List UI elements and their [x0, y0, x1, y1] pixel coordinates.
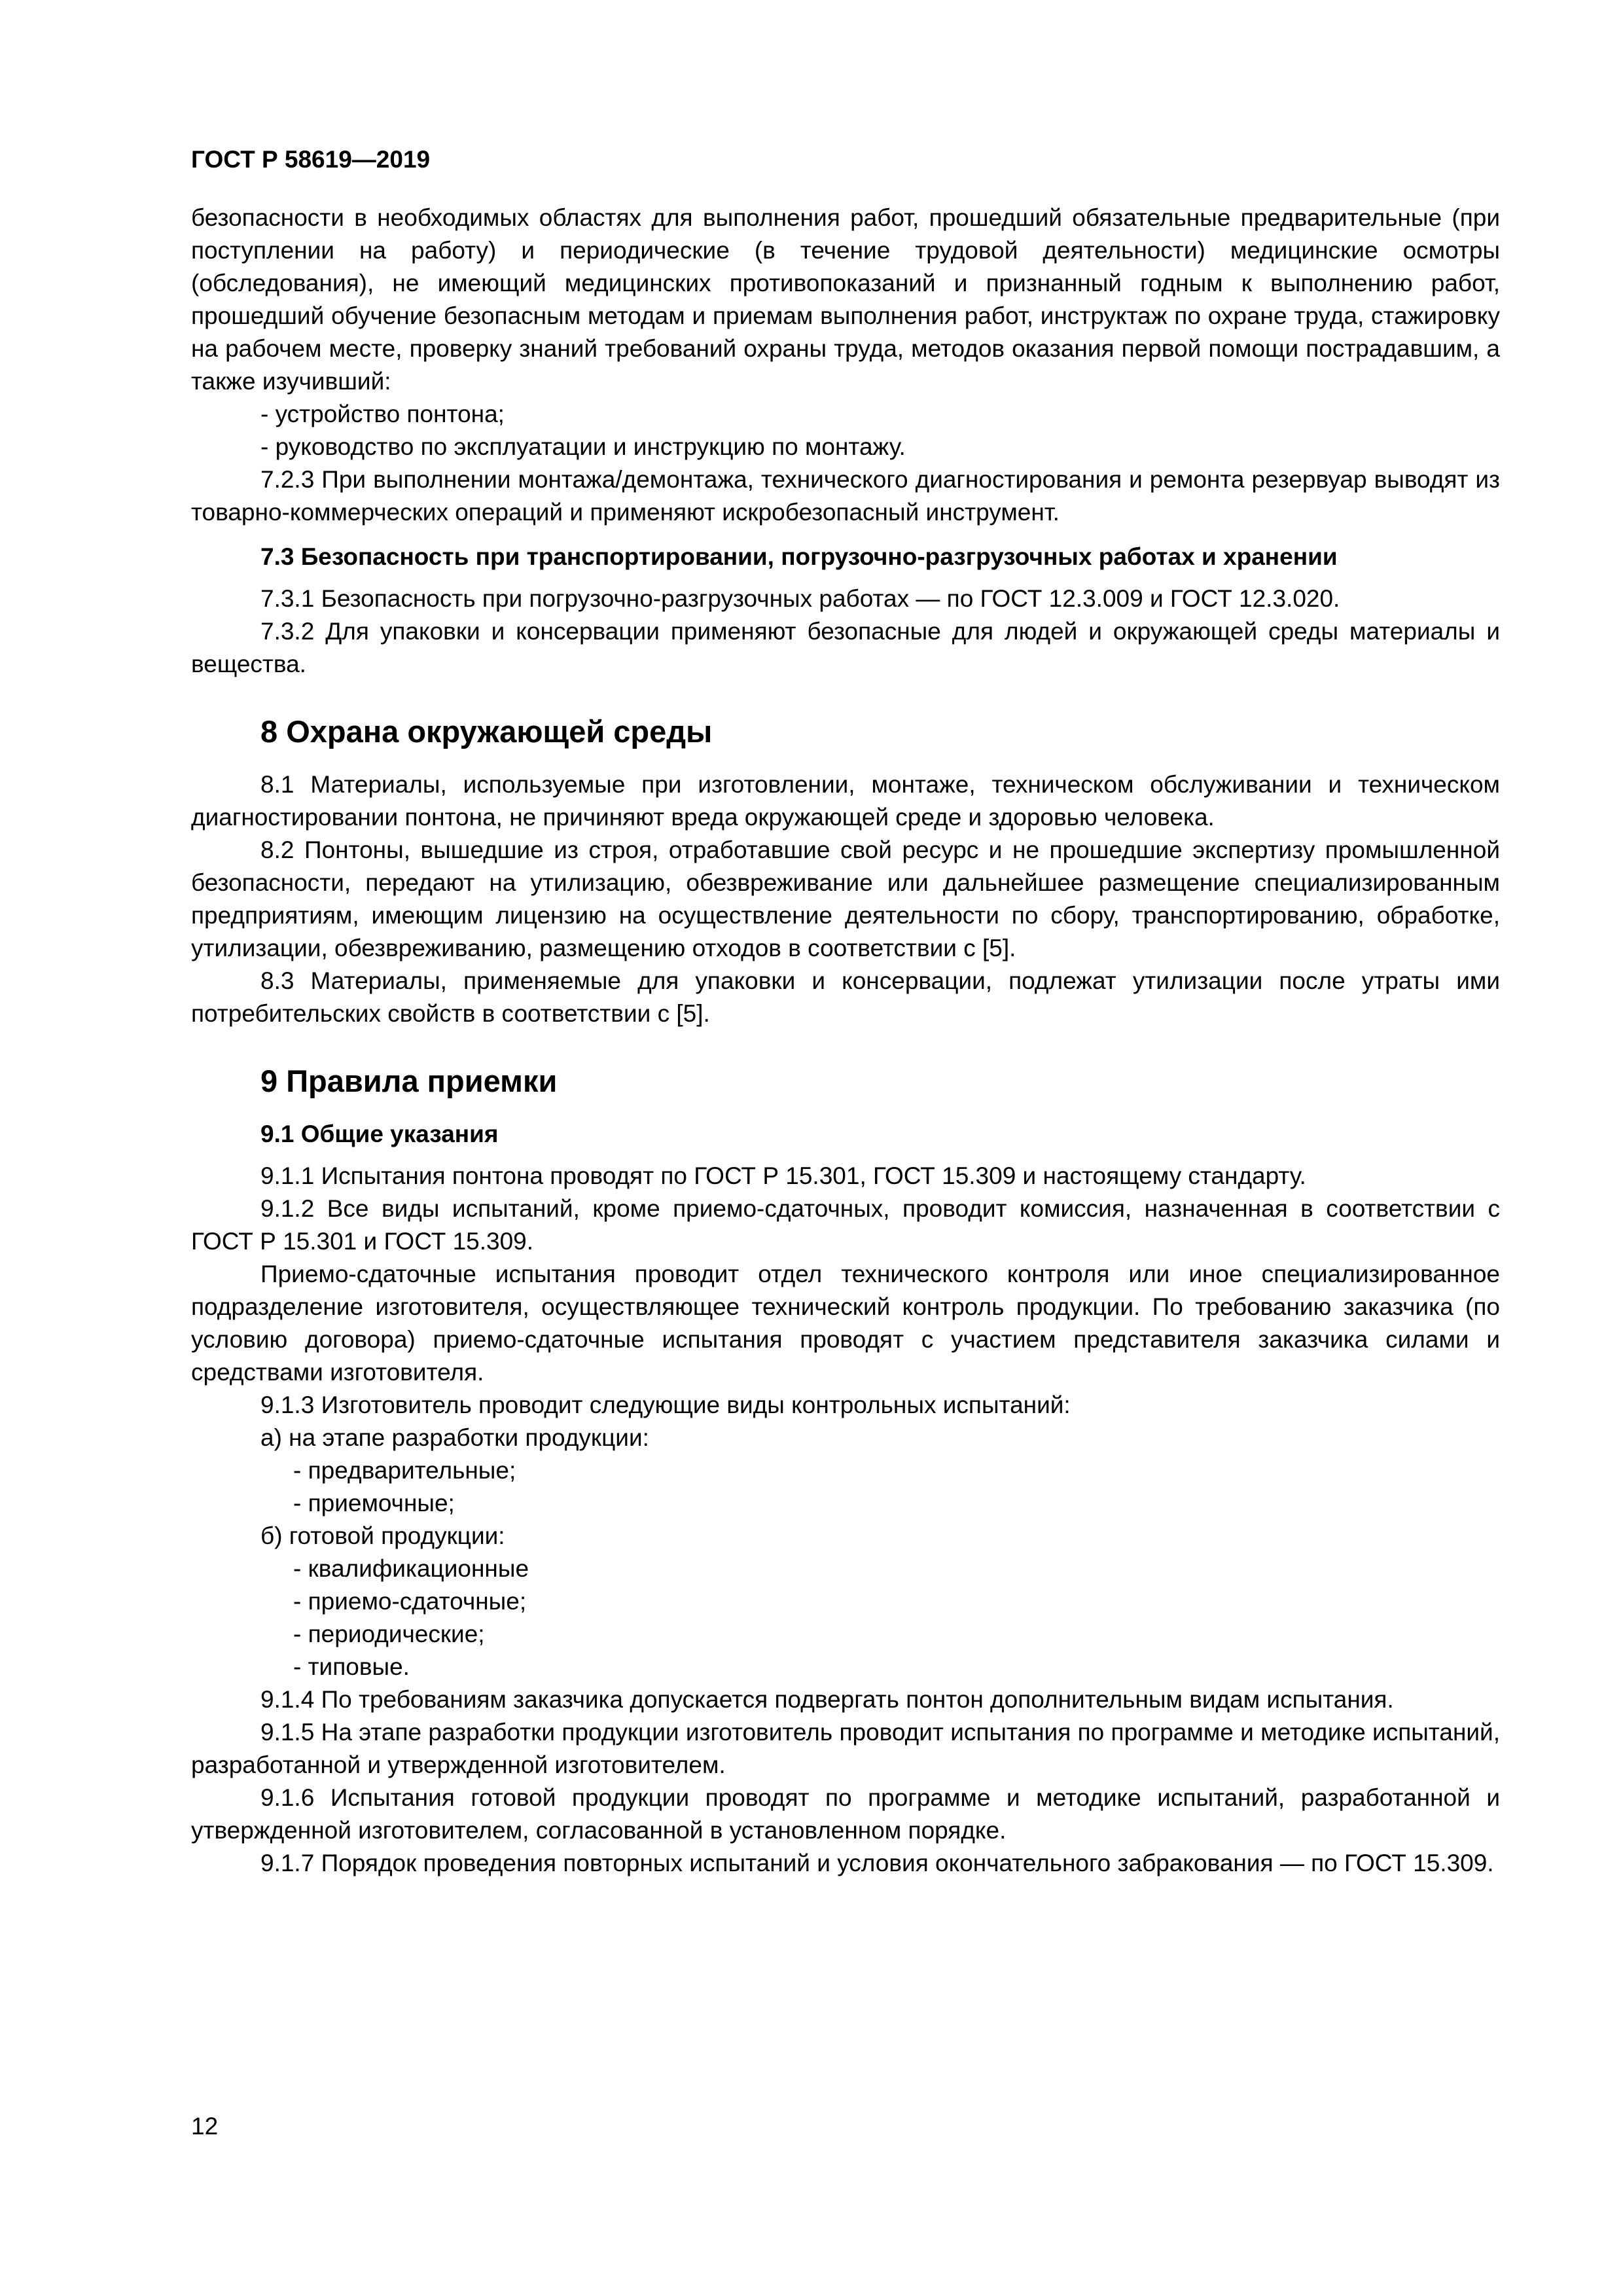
- paragraph-9-1-7: 9.1.7 Порядок проведения повторных испытаний и условия окончательного забракования — по ГОСТ 15.309.: [260, 1850, 1494, 1877]
- paragraph-9-1-2b: Приемо-сдаточные испытания проводит отдел технического контроля или иное специализированное подразделение изготовителя, осуществляющее технический контроль продукции. По требованию заказчика (по условию договора) приемо-сдаточные испытания проводят с участием представителя заказчика силами и средствами изготовителя.: [191, 1261, 1500, 1386]
- paragraph-7-3-2: 7.3.2 Для упаковки и консервации применяют безопасные для людей и окружающей среды материалы и вещества.: [191, 618, 1500, 678]
- paragraph-continuation: безопасности в необходимых областях для выполнения работ, прошедший обязательные предварительные (при поступлении на работу) и периодические (в течение трудовой деятельности) медицинские осмотры (обследования), не имеющий медицинских противопоказаний и признанный годным к выполнению работ, прошедший обучение безопасным методам и приемам выполнения работ, инструктаж по охране труда, стажировку на рабочем месте, проверку знаний требований охраны труда, методов оказания первой помощи пострадавшим, а также изучивший:: [191, 204, 1500, 395]
- paragraph-8-3: 8.3 Материалы, применяемые для упаковки и консервации, подлежат утилизации после утраты ими потребительских свойств в соответствии с [5].: [191, 967, 1500, 1028]
- heading-9-1: 9.1 Общие указания: [260, 1121, 499, 1148]
- list-item: - периодические;: [293, 1621, 485, 1648]
- list-item: - квалификационные: [293, 1555, 529, 1583]
- list-item: - устройство понтона;: [260, 401, 505, 428]
- heading-7-3: 7.3 Безопасность при транспортировании, погрузочно-разгрузочных работах и хранении: [260, 543, 1338, 571]
- list-label-a: а) на этапе разработки продукции:: [260, 1424, 649, 1452]
- document-header: ГОСТ Р 58619—2019: [191, 146, 431, 173]
- list-label-b: б) готовой продукции:: [260, 1522, 505, 1550]
- paragraph-9-1-3: 9.1.3 Изготовитель проводит следующие виды контрольных испытаний:: [260, 1391, 1071, 1419]
- paragraph-8-1: 8.1 Материалы, используемые при изготовлении, монтаже, техническом обслуживании и техническом диагностировании понтона, не причиняют вреда окружающей среде и здоровью человека.: [191, 771, 1500, 831]
- paragraph-9-1-1: 9.1.1 Испытания понтона проводят по ГОСТ Р 15.301, ГОСТ 15.309 и настоящему стандарту.: [260, 1162, 1306, 1190]
- list-item: - приемо-сдаточные;: [293, 1588, 527, 1615]
- list-item: - руководство по эксплуатации и инструкцию по монтажу.: [260, 433, 906, 461]
- paragraph-9-1-2: 9.1.2 Все виды испытаний, кроме приемо-сдаточных, проводит комиссия, назначенная в соответствии с ГОСТ Р 15.301 и ГОСТ 15.309.: [191, 1195, 1500, 1255]
- document-page: [191, 145, 1500, 1880]
- heading-section-8: 8 Охрана окружающей среды: [260, 714, 713, 749]
- paragraph-9-1-4: 9.1.4 По требованиям заказчика допускается подвергать понтон дополнительным видам испытания.: [260, 1686, 1394, 1713]
- paragraph-9-1-6: 9.1.6 Испытания готовой продукции проводят по программе и методике испытаний, разработанной и утвержденной изготовителем, согласованной в установленном порядке.: [191, 1784, 1500, 1844]
- paragraph-8-2: 8.2 Понтоны, вышедшие из строя, отработавшие свой ресурс и не прошедшие экспертизу промышленной безопасности, передают на утилизацию, обезвреживание или дальнейшее размещение специализированным предприятиям, имеющим лицензию на осуществление деятельности по сбору, транспортированию, обработке, утилизации, обезвреживанию, размещению отходов в соответствии с [5].: [191, 836, 1500, 962]
- list-item: - приемочные;: [293, 1490, 455, 1517]
- list-item: - типовые.: [293, 1653, 410, 1681]
- list-item: - предварительные;: [293, 1457, 516, 1484]
- paragraph-7-2-3: 7.2.3 При выполнении монтажа/демонтажа, технического диагностирования и ремонта резервуар выводят из товарно-коммерческих операций и применяют искробезопасный инструмент.: [191, 466, 1500, 526]
- heading-section-9: 9 Правила приемки: [260, 1064, 558, 1099]
- paragraph-7-3-1: 7.3.1 Безопасность при погрузочно-разгрузочных работах — по ГОСТ 12.3.009 и ГОСТ 12.3.020.: [260, 585, 1340, 613]
- page-number: 12: [191, 2113, 219, 2140]
- paragraph-9-1-5: 9.1.5 На этапе разработки продукции изготовитель проводит испытания по программе и методике испытаний, разработанной и утвержденной изготовителем.: [191, 1719, 1500, 1779]
